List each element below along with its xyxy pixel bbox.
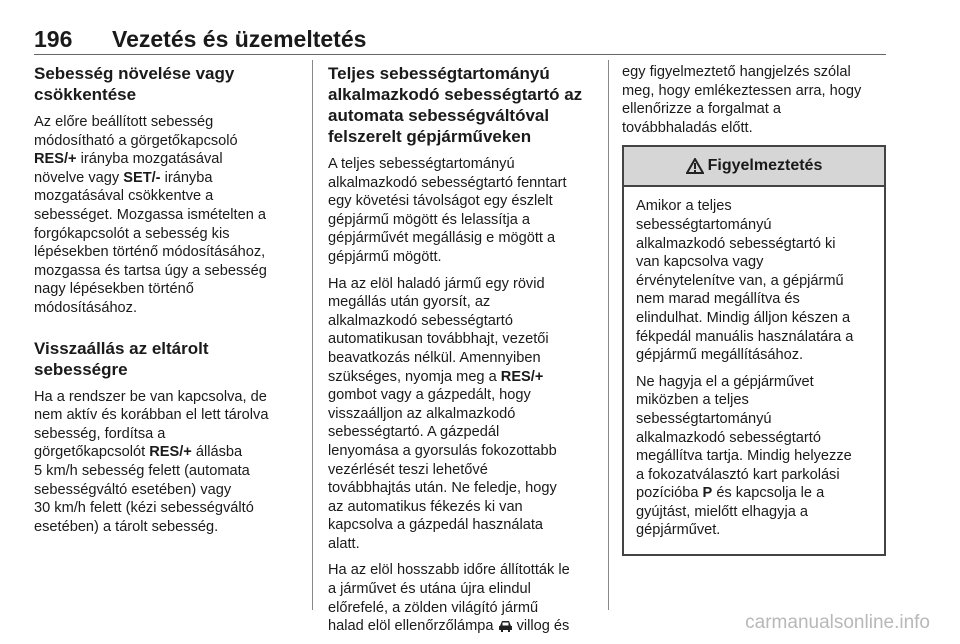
text-segment: sebesség, fordítsa a [34,425,166,442]
text-segment: gépjármű mögött és lelassítja a [328,211,530,228]
text-segment: meg, hogy emlékeztessen arra, hogy [622,82,862,99]
warning-title: Figyelmeztetés [707,157,823,175]
text-segment: Amikor a teljes [636,198,732,215]
text-segment: mozgassa és tartsa úgy a sebesség [34,262,267,279]
text-segment: nagy lépésekben történő [34,281,194,298]
text-segment: és kapcsolja le a [712,485,825,502]
bold-term: P [702,485,713,502]
text-segment: mozgatásával csökkentve a [34,188,214,205]
text-segment: vezérlését teszi lehetővé [328,461,488,478]
text-segment: esetében) a tárolt sebesség. [34,518,219,535]
text-segment: gépjármű mögött. [328,248,442,265]
text-segment: növelve vagy [34,169,124,186]
bold-term: SET/- [123,169,161,186]
text-segment: gépjárművet. [636,522,721,539]
section-heading: Visszaállás az eltárolt sebességre [34,338,209,379]
warning-triangle-icon [686,158,704,174]
paragraph-text [636,197,872,364]
text-segment: ellenőrizze a forgalmat a [622,101,781,118]
text-segment: Ha a rendszer be van kapcsolva, de [34,388,267,405]
text-segment: továbbhaladás előtt. [622,119,753,136]
vehicle-ahead-icon [498,620,513,633]
text-segment: Ne hagyja el a gépjárművet [636,373,814,390]
text-segment: automatikusan továbbhajt, vezetői [328,331,549,348]
text-segment: megállítva tartja. Mindig helyezze [636,448,852,465]
text-segment: gyújtást, mielőtt elhagyja a [636,503,808,520]
text-segment: nem aktív és korábban el lett tárolva [34,407,269,424]
text-segment: alkalmazkodó sebességtartó [636,429,821,446]
paragraph-text [328,275,596,554]
warning-box [622,145,886,556]
text-segment: halad elöl ellenőrzőlámpa [328,618,498,635]
text-segment: egy követési távolságot egy észlelt [328,193,553,210]
text-segment: módosításához. [34,299,138,316]
column-divider [608,60,609,610]
column-3 [622,63,886,556]
text-segment: görgetőkapcsolót [34,444,150,461]
text-segment: 5 km/h sebesség felett (automata [34,462,250,479]
text-segment: állásba [191,444,243,461]
text-segment: nem marad megállítva és [636,291,800,308]
page-header [34,26,886,54]
column-divider [312,60,313,610]
text-segment: érvénytelenítve van, a gépjármű [636,272,844,289]
text-segment: sebességváltó esetében) vagy [34,481,232,498]
text-segment: gombot vagy a gázpedált, hogy [328,387,531,404]
text-segment: A teljes sebességtartományú [328,156,515,172]
text-segment: alkalmazkodó sebességtartó ki [636,235,836,252]
text-segment: irányba mozgatásával [76,151,223,168]
paragraph [622,63,886,137]
text-segment: beavatkozás nélkül. Amennyiben [328,349,541,366]
text-segment: forgókapcsolót a sebesség kis [34,225,230,242]
text-segment: sebességtartományú [636,410,772,427]
text-segment: alkalmazkodó sebességtartó fenntart [328,174,567,191]
text-segment: továbbhajtás után. Ne feledje, hogy [328,480,557,497]
text-segment: szükséges, nyomja meg a [328,368,501,385]
text-segment: Ha az elöl haladó jármű egy rövid [328,275,545,292]
text-segment: alatt. [328,535,360,552]
text-segment: alkalmazkodó sebességtartó [328,312,513,329]
section-heading: Teljes sebességtartományú alkalmazkodó sebességtartó az automata sebességváltóval felszerelt gépjárműveken [328,64,583,146]
text-segment: megállás után gyorsít, az [328,294,491,311]
text-segment: az automatikus fékezés ki van [328,498,523,515]
text-segment: kapcsolva a gázpedál használata [328,517,544,534]
text-segment: elindulhat. Mindig álljon készen a [636,309,851,326]
header-rule [34,54,886,55]
text-segment: 30 km/h felett (kézi sebességváltó [34,500,254,517]
watermark: carmanualsonline.info [745,612,930,633]
text-segment: sebességet. Mozgassa ismételten a [34,206,267,223]
warning-body [624,187,884,554]
bold-term: RES/+ [149,444,192,461]
text-segment: miközben a teljes [636,392,749,409]
chapter-title: Vezetés és üzemeltetés [112,26,367,52]
paragraph [328,561,596,635]
paragraph-text [328,561,596,635]
paragraph-text [328,155,596,267]
bold-term: RES/+ [500,368,544,385]
text-segment: a járművet és utána újra elindul [328,581,531,598]
text-segment: van kapcsolva vagy [636,254,764,271]
text-segment: előrefelé, a zölden világító jármű [328,599,539,616]
paragraph [636,197,872,364]
text-segment: gépjárművét megállásig e mögött a [328,230,556,247]
paragraph-text [34,113,300,318]
paragraph-text [636,373,872,540]
text-segment: villog és [512,618,570,635]
paragraph [328,275,596,554]
column-2 [328,63,596,644]
text-segment: visszaálljon az alkalmazkodó [328,405,516,422]
section-heading: Sebesség növelése vagy csökkentése [34,64,235,104]
page-number: 196 [34,26,73,52]
text-segment: sebességtartományú [636,216,772,233]
paragraph [328,155,596,267]
text-segment: a fokozatválasztó kart parkolási [636,466,840,483]
text-segment: sebességtartó. A gázpedál [328,424,500,441]
text-segment: lenyomása a gyorsulás fokozottabb [328,442,557,459]
text-segment: fékpedál manuális használatára a [636,328,854,345]
paragraph [636,373,872,540]
text-segment: gépjármű megállításához. [636,347,804,364]
text-segment: egy figyelmeztető hangjelzés szólal [622,64,851,80]
text-segment: lépésekben történő módosításához, [34,244,266,261]
text-segment: módosítható a görgetőkapcsoló [34,132,238,149]
paragraph-text [34,388,300,537]
text-segment: Az előre beállított sebesség [34,114,214,130]
paragraph [34,388,300,537]
text-segment: pozícióba [636,485,703,502]
paragraph-text [622,63,886,137]
warning-header [624,147,884,187]
text-segment: Ha az elöl hosszabb időre állították le [328,562,570,579]
column-1 [34,63,300,544]
paragraph [34,113,300,318]
text-segment: irányba [160,169,213,186]
bold-term: RES/+ [34,151,77,168]
